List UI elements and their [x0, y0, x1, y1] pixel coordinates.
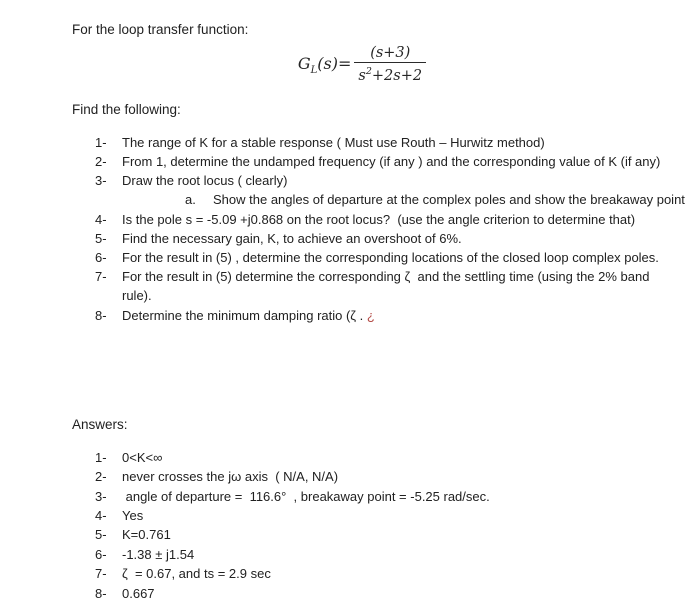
answer-2	[72, 467, 700, 486]
question-text: Draw the root locus ( clearly)	[122, 173, 288, 189]
answer-text: 0.667	[122, 585, 155, 601]
question-number: 6-	[95, 250, 107, 266]
question-text: Determine the minimum damping ratio (ζ .	[122, 307, 367, 323]
question-number	[95, 286, 122, 305]
answer-text: 0<K<∞	[122, 449, 163, 465]
answer-4	[72, 506, 700, 525]
answer-text: ζ = 0.67, and ts = 2.9 sec	[122, 566, 271, 582]
question-text: Show the angles of departure at the complex poles and show the breakaway point	[213, 192, 685, 208]
transfer-function-formula	[72, 46, 652, 84]
formula-numerator: (s+3)	[370, 45, 411, 61]
answer-8	[72, 584, 700, 603]
document-page	[72, 22, 700, 603]
question-number: 1-	[95, 134, 107, 150]
question-number: 2-	[95, 154, 107, 170]
formula-lhs	[298, 54, 352, 76]
question-number: 4-	[95, 211, 107, 227]
question-7-continuation	[72, 286, 700, 305]
question-number: 8-	[95, 307, 107, 323]
question-text: Find the necessary gain, K, to achieve an overshoot of 6%.	[122, 230, 462, 246]
formula-subscript-L: L	[310, 65, 318, 76]
question-text: rule).	[122, 288, 152, 304]
answer-text: Yes	[122, 508, 144, 524]
question-7	[72, 267, 700, 286]
answer-number: 5-	[95, 527, 107, 543]
formula-symbol-G: G	[297, 53, 311, 73]
answer-number: 3-	[95, 488, 107, 504]
question-text: For the result in (5) determine the corresponding ζ and the settling time (using the 2% band	[122, 269, 650, 285]
question-5	[72, 229, 700, 248]
question-3a	[72, 190, 700, 209]
answers-heading: Answers:	[72, 416, 128, 432]
formula-den-rest: +2s+2	[371, 67, 423, 84]
question-3	[72, 171, 700, 190]
questions-heading: Find the following:	[72, 101, 181, 117]
question-number: 7-	[95, 269, 107, 285]
answer-text: -1.38 ± j1.54	[122, 546, 195, 562]
answer-5	[72, 525, 700, 544]
question-8	[72, 306, 700, 325]
answer-number: 2-	[95, 469, 107, 485]
question-6	[72, 248, 700, 267]
question-text: Is the pole s = -5.09 +j0.868 on the root locus? (use the angle criterion to determine that)	[122, 211, 636, 227]
question-4	[72, 210, 700, 229]
questions-list	[72, 133, 700, 325]
question-number: a.	[185, 192, 196, 208]
answer-1	[72, 448, 700, 467]
question-text: The range of K for a stable response ( Must use Routh – Hurwitz method)	[122, 134, 545, 150]
answer-number: 1-	[95, 449, 107, 465]
answer-text: angle of departure = 116.6° , breakaway point = -5.25 rad/sec.	[122, 488, 490, 504]
answer-number: 8-	[95, 585, 107, 601]
answer-6	[72, 545, 700, 564]
question-text: From 1, determine the undamped frequency (if any ) and the corresponding value of K (if any)	[122, 154, 661, 170]
answer-number: 6-	[95, 546, 107, 562]
formula-args-equals: (s)=	[317, 53, 352, 73]
answer-number: 7-	[95, 566, 107, 582]
answer-3	[72, 487, 700, 506]
answer-text: never crosses the jω axis ( N/A, N/A)	[122, 469, 339, 485]
question-8-red-glyph: ¿	[366, 307, 375, 323]
answer-text: K=0.761	[122, 527, 171, 543]
formula-den-s: s	[358, 67, 366, 84]
question-2	[72, 152, 700, 171]
question-number: 5-	[95, 230, 107, 246]
question-number: 3-	[95, 173, 107, 189]
answers-list	[72, 448, 700, 603]
answer-7	[72, 564, 700, 583]
formula-fraction	[354, 46, 426, 84]
question-text: For the result in (5) , determine the corresponding locations of the closed loop complex poles.	[122, 250, 659, 266]
formula-den-exponent: 2	[365, 66, 372, 77]
intro-text: For the loop transfer function:	[72, 22, 249, 37]
answer-number: 4-	[95, 508, 107, 524]
formula-denominator	[354, 62, 426, 84]
question-1	[72, 133, 700, 152]
